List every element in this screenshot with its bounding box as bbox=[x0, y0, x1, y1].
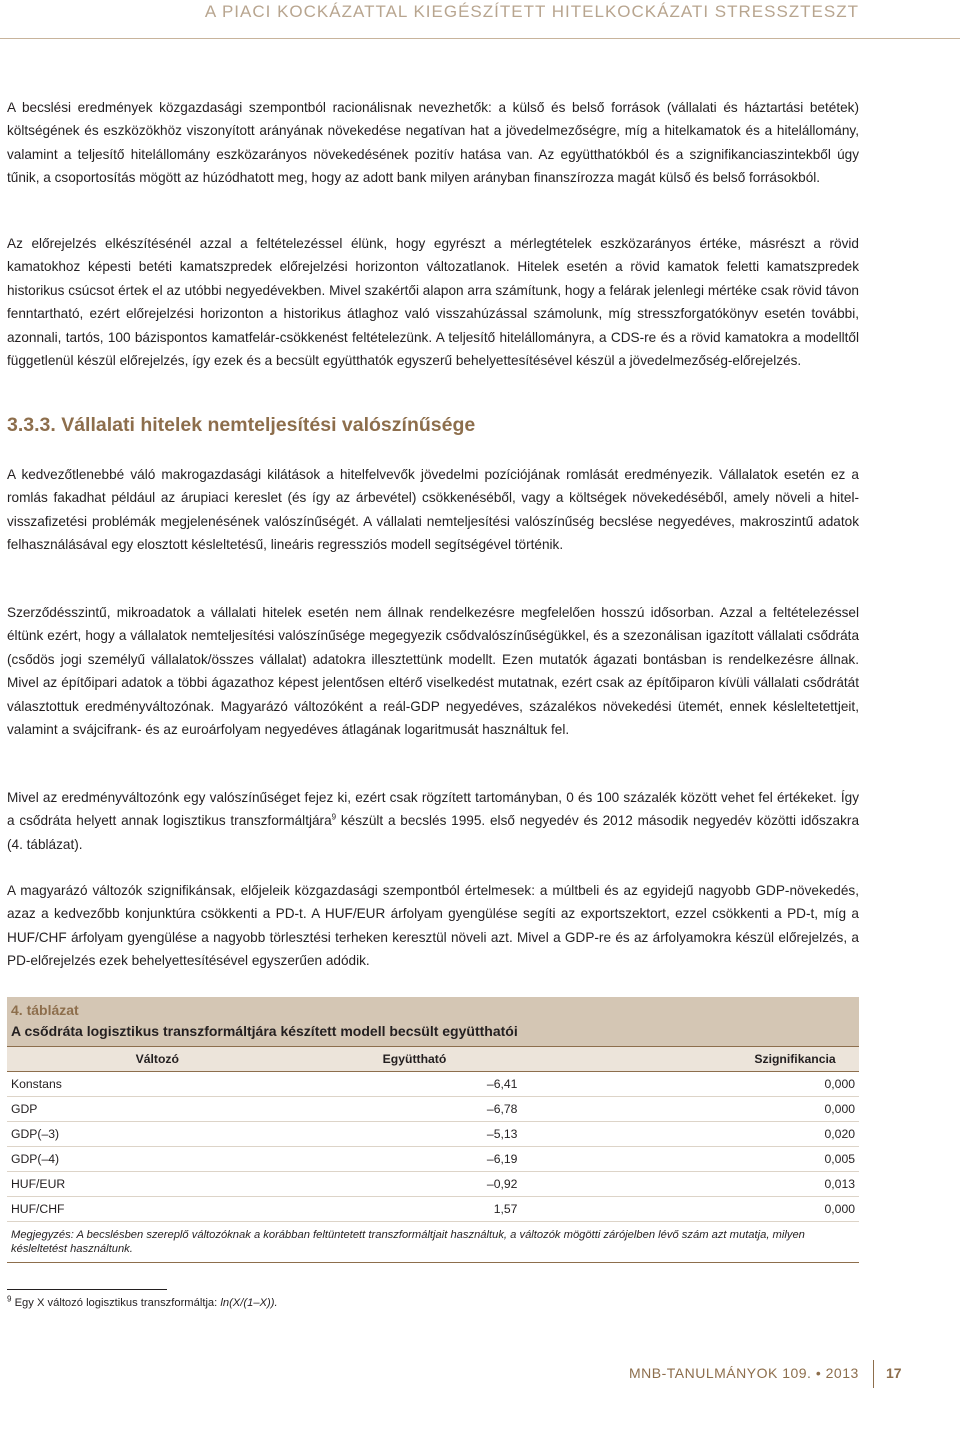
paragraph-1: A becslési eredmények közgazdasági szempontból racionálisnak nevezhetők: a külső és belső források (vállalati és háztartási betétek) költségének és eszközökhöz viszonyított arányának növekedése negatívan hat a jövedelmezőségre, míg a hitelkamatok és a hitelállomány, valamint a teljesítő hitelállomány eszközarányos növekedésének pozitív hatása van. Az együtthatókból és a szignifikanciaszintekből úgy tűnik, a csoportosítás mögött az húzódhatott meg, hogy az adott bank milyen arányban finanszírozza magát külső és belső forrásokból. bbox=[7, 100, 859, 186]
paragraph-4: Szerződésszintű, mikroadatok a vállalati hitelek esetén nem állnak rendelkezésre megfelelően hosszú idősorban. Azzal a feltételezéssel éltünk ezért, hogy a vállalatok nemteljesítési valószínűsége megegyezik csődvalószínűségükkel, és a szezonálisan igazított vállalati csődráta (csődös jogi személyű vállalatok/összes vállalat) adatokra illesztettünk modellt. Ezen mutatók ágazati bontásban is rendelkezésre állnak. Mivel az építőipari adatok a többi ágazathoz képest jelentősen eltérő viselkedést mutatnak, ezért csak az építőiparon kívüli vállalati csődrátát választottuk eredményváltozónak. Magyarázó változóként a reál-GDP negyedéves, százalékos növekedési ütemét, ennek késleltetettjeit, valamint a svájcifrank- és az euroárfolyam negyedéves átlagának logaritmusát használtuk fel. bbox=[7, 605, 859, 738]
section-heading: 3.3.3. Vállalati hitelek nemteljesítési valószínűsége bbox=[7, 414, 476, 436]
cell-significance: 0,020 bbox=[521, 1122, 859, 1147]
cell-significance: 0,000 bbox=[521, 1097, 859, 1122]
paragraph-5-text-after: készült a becslés 1995. első negyedév és 2012 második negyedév közötti időszakra (4. táblázat). bbox=[7, 813, 859, 852]
footnote-reference[interactable]: 9 bbox=[331, 812, 337, 822]
column-header-significance-label: Szignifikancia bbox=[754, 1052, 836, 1066]
page-number: 17 bbox=[886, 1365, 902, 1381]
table-row bbox=[7, 1172, 859, 1197]
cell-significance: 0,000 bbox=[521, 1197, 859, 1222]
paragraph-3: A kedvezőtlenebbé váló makrogazdasági kilátások a hitelfelvevők jövedelmi pozíciójának romlását eredményezik. Vállalatok esetén ez a romlás fakadhat például az árupiaci kereslet (és így az árbevétel) csökkenéséből, vagy a költségek növekedéséből, amely növeli a hitel-visszafizetési problémák megjelenésének valószínűségét. A vállalati nemteljesítési valószínűség becslése negyedéves, makroszintű adatok felhasználásával egy elosztott késleltetésű, lineáris regressziós modell segítségével történik. bbox=[7, 467, 859, 553]
cell-coefficient: –6,41 bbox=[308, 1072, 522, 1097]
paragraph-5-text-before: Mivel az eredményváltozónk egy valószínűséget fejez ki, ezért csak rögzített tartományban, 0 és 100 százalék között vehet fel értékeket. Így a csődráta helyett annak logisztikus transzformáltjára bbox=[7, 790, 859, 829]
table-title: A csődráta logisztikus transzformáltjára készített modell becsült együtthatói bbox=[11, 1023, 518, 1039]
table-row bbox=[7, 1122, 859, 1147]
cell-coefficient: –6,78 bbox=[308, 1097, 522, 1122]
cell-variable: GDP(–3) bbox=[7, 1122, 308, 1147]
cell-variable: Konstans bbox=[7, 1072, 308, 1097]
table-row bbox=[7, 1097, 859, 1122]
cell-coefficient: 1,57 bbox=[308, 1197, 522, 1222]
cell-significance: 0,000 bbox=[521, 1072, 859, 1097]
table-row bbox=[7, 1147, 859, 1172]
table-header-row bbox=[7, 1047, 859, 1072]
cell-variable: HUF/CHF bbox=[7, 1197, 308, 1222]
table-number: 4. táblázat bbox=[11, 1002, 79, 1018]
cell-coefficient: –0,92 bbox=[308, 1172, 522, 1197]
footnote-number: 9 bbox=[7, 1294, 12, 1304]
coefficient-table bbox=[7, 1047, 859, 1222]
cell-significance: 0,005 bbox=[521, 1147, 859, 1172]
footer-divider bbox=[873, 1360, 874, 1388]
paragraph-5 bbox=[7, 786, 859, 856]
footnote bbox=[7, 1294, 278, 1309]
header-divider bbox=[0, 38, 960, 39]
footnote-text: Egy X változó logisztikus transzformáltja: bbox=[14, 1297, 221, 1309]
column-header-significance bbox=[521, 1047, 859, 1072]
table-row bbox=[7, 1072, 859, 1097]
table-note: Megjegyzés: A becslésben szereplő változóknak a korábban feltüntetett transzformáltjait használtuk, a változók mögötti zárójelben lévő szám azt mutatja, milyen késleltetést használtunk. bbox=[7, 1222, 859, 1263]
footnote-formula: ln(X/(1–X)). bbox=[220, 1297, 278, 1309]
running-header-title: A PIACI KOCKÁZATTAL KIEGÉSZÍTETT HITELKOCKÁZATI STRESSZTESZT bbox=[204, 2, 859, 21]
paragraph-2: Az előrejelzés elkészítésénél azzal a feltételezéssel élünk, hogy egyrészt a mérlegtételek eszközarányos értéke, másrészt a rövid kamatokhoz képesti betéti kamatszpredek előrejelzési horizonton változatlanok. Hitelek esetén a rövid kamatok feletti kamatszpredek historikus csúcsot értek el az utóbbi negyedévekben. Mivel szakértői alapon arra számítunk, hogy a felárak jelenlegi mértéke csak rövid távon fenntartható, ezért előrejelzési horizonton a historikus átlaghoz való visszahúzással számolunk, míg stresszforgatókönyv esetén további, azonnali, tartós, 100 bázispontos kamatfelár-csökkenést feltételezünk. A teljesítő hitelállományra, a CDS-re és a rövid kamatokra a modelltől függetlenül készül előrejelzés, így ezek és a becsült együtthatók egyszerű behelyettesítésével készül a jövedelmezőség-előrejelzés. bbox=[7, 236, 859, 369]
footnote-divider bbox=[7, 1289, 167, 1290]
footer-publication: MNB-TANULMÁNYOK 109. • 2013 bbox=[629, 1365, 859, 1381]
cell-variable: GDP bbox=[7, 1097, 308, 1122]
table-caption bbox=[7, 997, 859, 1046]
column-header-coefficient: Együttható bbox=[308, 1047, 522, 1072]
cell-variable: GDP(–4) bbox=[7, 1147, 308, 1172]
cell-variable: HUF/EUR bbox=[7, 1172, 308, 1197]
table-row bbox=[7, 1197, 859, 1222]
cell-coefficient: –5,13 bbox=[308, 1122, 522, 1147]
cell-significance: 0,013 bbox=[521, 1172, 859, 1197]
cell-coefficient: –6,19 bbox=[308, 1147, 522, 1172]
paragraph-6: A magyarázó változók szignifikánsak, előjeleik közgazdasági szempontból értelmesek: a múltbeli és az egyidejű nagyobb GDP-növekedés, azaz a kedvezőbb konjunktúra csökkenti a PD-t. A HUF/EUR árfolyam gyengülése segíti az exportszektort, ezzel csökkenti a PD-t, míg a HUF/CHF árfolyam gyengülése a nagyobb törlesztési terheken keresztül növeli azt. Mivel a GDP-re és az árfolyamokra készül előrejelzés, a PD-előrejelzés ezek behelyettesítésével egyszerűen adódik. bbox=[7, 883, 859, 969]
column-header-variable: Változó bbox=[7, 1047, 308, 1072]
coefficient-table-block bbox=[7, 997, 859, 1263]
